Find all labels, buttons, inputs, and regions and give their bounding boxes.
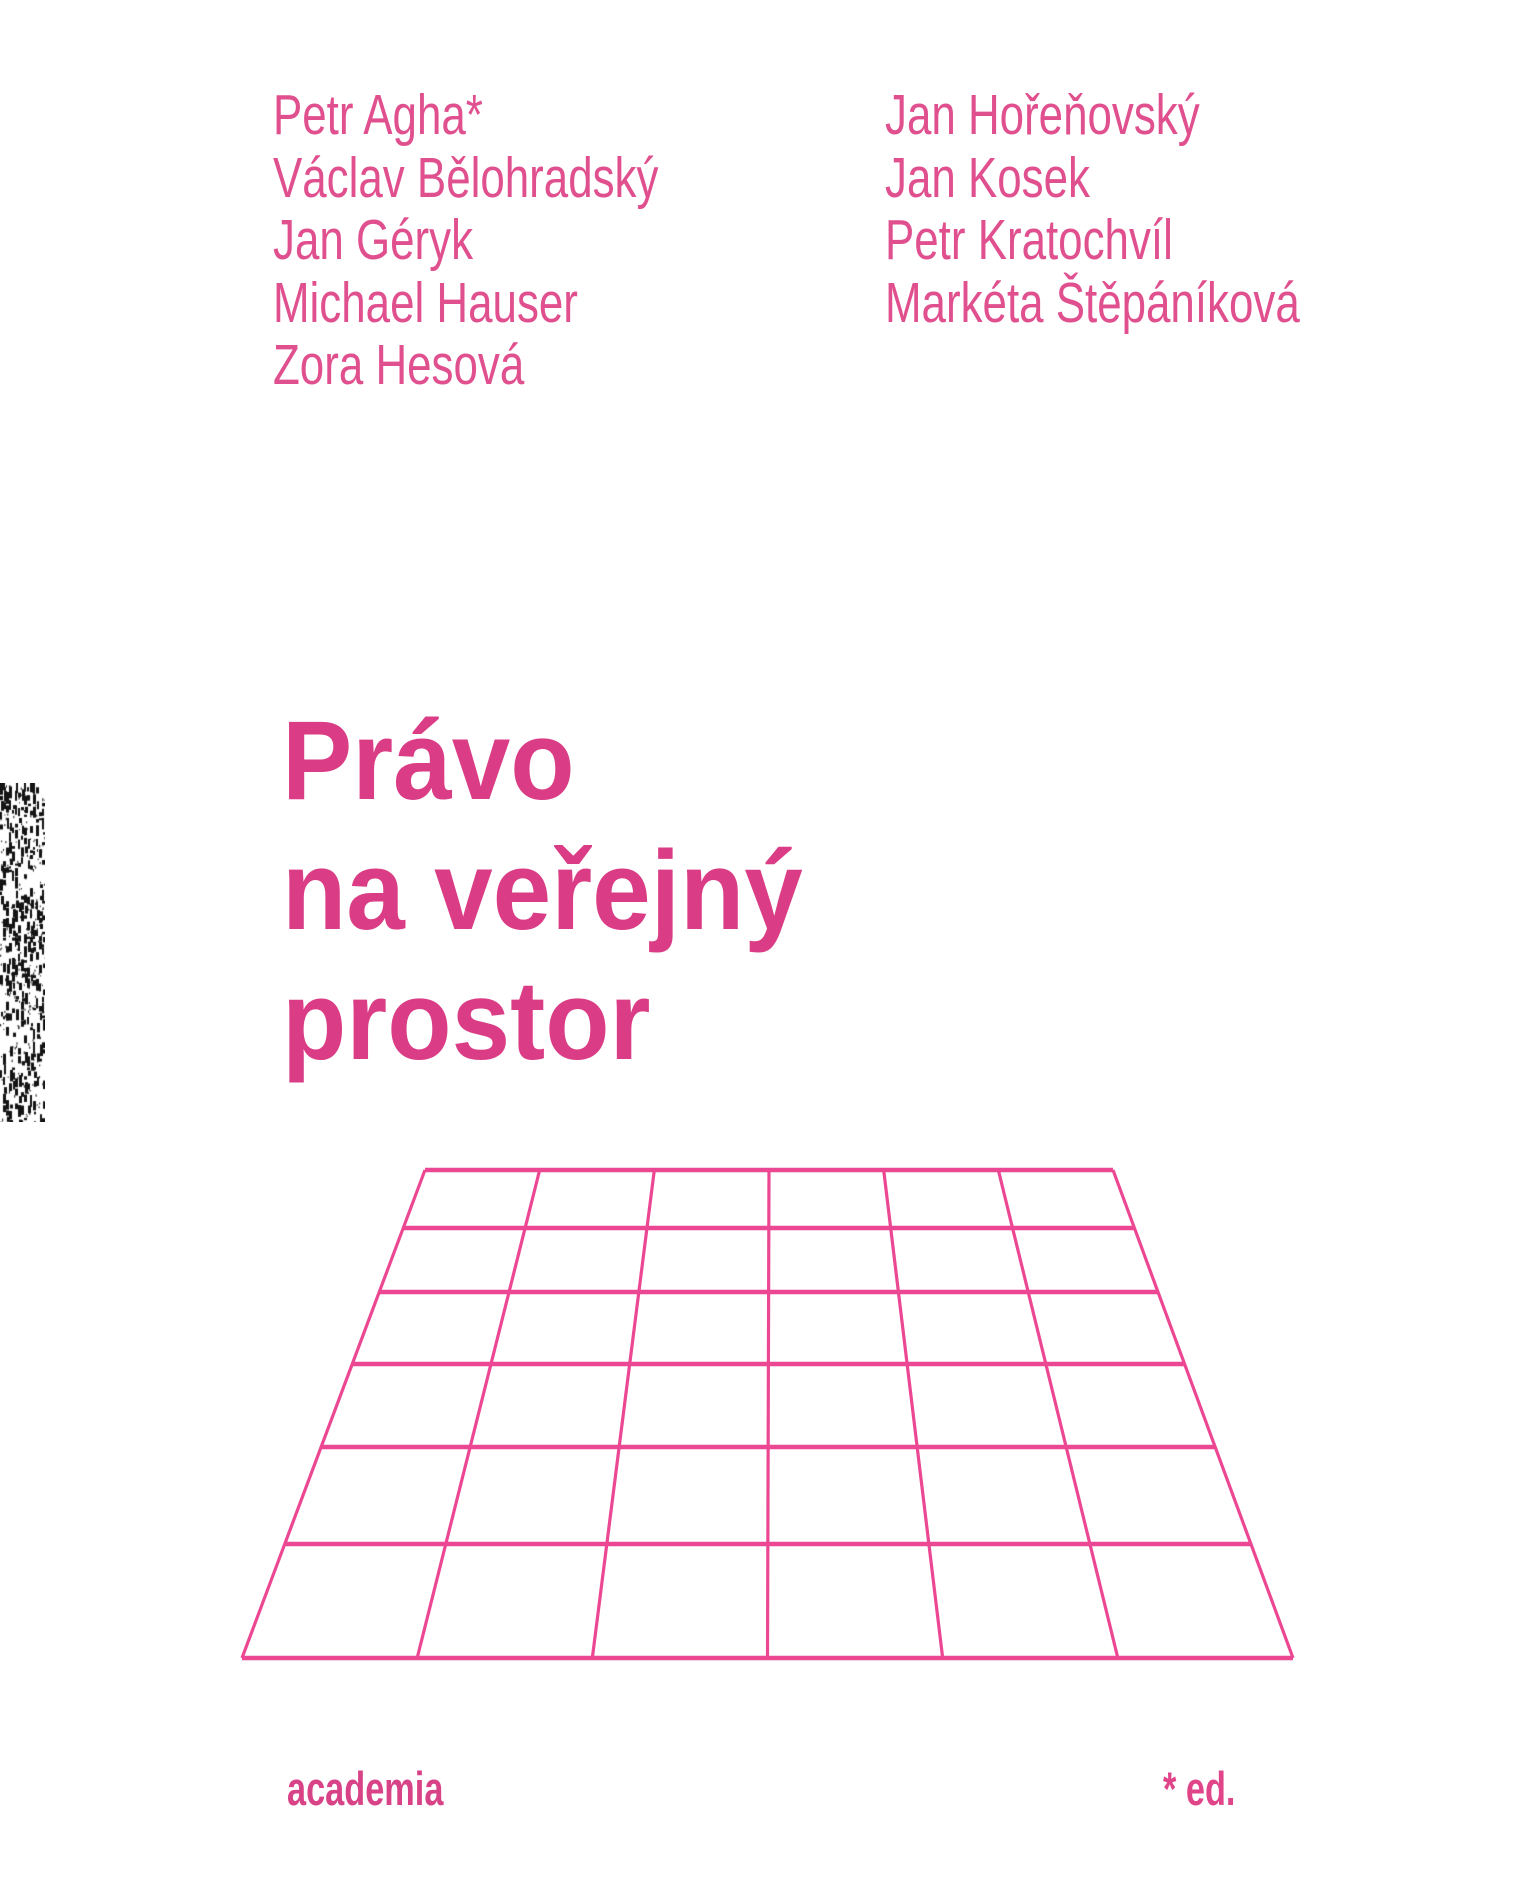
author-name: Zora Hesová xyxy=(273,333,525,397)
author-name: Michael Hauser xyxy=(273,270,578,335)
author-name: Jan Géryk xyxy=(273,208,474,272)
author-name: Jan Kosek xyxy=(885,145,1090,210)
title-line: prostor xyxy=(282,958,651,1083)
author-name: Petr Kratochvíl xyxy=(885,208,1173,272)
publisher-logo: academia xyxy=(287,1762,444,1815)
editor-mark: * ed. xyxy=(1163,1762,1236,1815)
author-name: Jan Hořeňovský xyxy=(885,83,1200,147)
author-name: Petr Agha* xyxy=(273,83,483,147)
authors-left-column xyxy=(273,84,658,397)
author-name: Václav Bělohradský xyxy=(273,145,659,210)
title-line: Právo xyxy=(282,698,575,823)
authors-right-column xyxy=(885,84,1300,334)
title-line: na veřejný xyxy=(282,828,803,953)
book-title xyxy=(282,696,803,1086)
noise-texture-strip xyxy=(0,783,45,1122)
author-name: Markéta Štěpáníková xyxy=(885,270,1300,335)
